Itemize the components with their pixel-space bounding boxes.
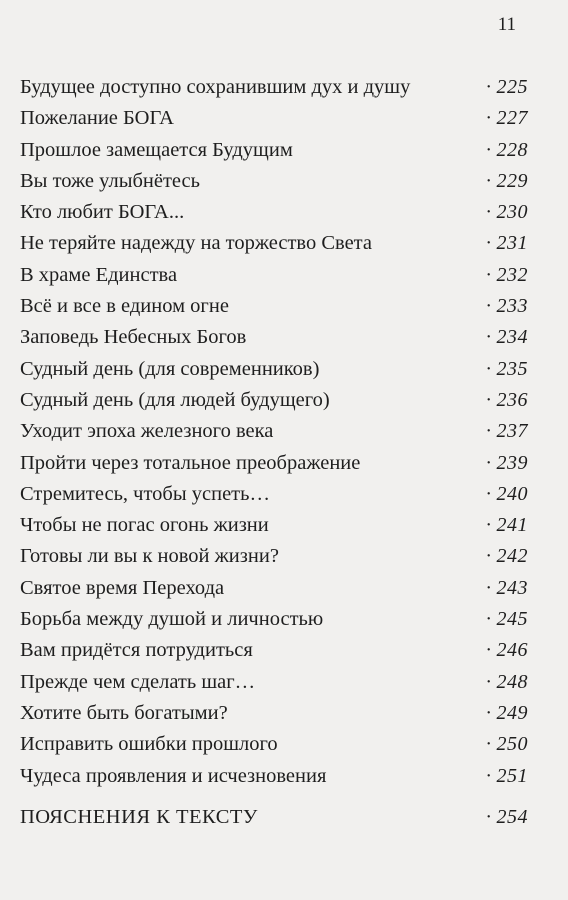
toc-entry [20, 667, 528, 698]
toc-entry-title: Вам придётся потрудиться [20, 639, 253, 662]
leader-dot: · [485, 138, 493, 161]
toc-entry-title: Не теряйте надежду на торжество Света [20, 232, 372, 255]
toc-entry [20, 416, 528, 447]
toc-entry [20, 228, 528, 259]
leader-dot: · [485, 357, 493, 380]
toc-entry-title: Чтобы не погас огонь жизни [20, 514, 269, 537]
toc-entry-page-number: 235 [496, 357, 528, 380]
toc-entry-page [485, 729, 528, 760]
toc-entry-page-number: 248 [496, 670, 528, 693]
toc-entry-page-number: 250 [496, 733, 528, 756]
leader-dot: · [485, 388, 493, 411]
toc-entry-page [485, 103, 528, 134]
toc-entry [20, 635, 528, 666]
leader-dot: · [485, 169, 493, 192]
toc-entry-title: Прошлое замещается Будущим [20, 138, 293, 161]
toc-entry-title: Будущее доступно сохранившим дух и душу [20, 76, 411, 98]
toc-entry-title: Кто любит БОГА... [20, 201, 185, 224]
table-of-contents [20, 72, 528, 833]
toc-entry-title: В храме Единства [20, 263, 178, 286]
toc-entry-page [485, 385, 528, 416]
toc-entry-page [485, 667, 528, 698]
toc-entry [20, 322, 528, 353]
toc-entry [20, 103, 528, 134]
leader-dot: · [485, 482, 493, 505]
toc-entry [20, 573, 528, 604]
leader-dot: · [485, 608, 493, 631]
toc-entry-page [485, 479, 528, 510]
toc-entry-page-number: 249 [496, 701, 528, 724]
toc-entry [20, 197, 528, 228]
toc-entry-page-number: 231 [496, 232, 528, 255]
toc-entry-page-number: 234 [496, 326, 528, 349]
toc-entry-page-number: 225 [496, 76, 528, 98]
toc-entry-page [485, 541, 528, 572]
toc-entry-page [485, 260, 528, 291]
leader-dot: · [485, 451, 493, 474]
toc-entry [20, 291, 528, 322]
toc-entry-title: Пройти через тотальное преображение [20, 451, 361, 474]
leader-dot: · [485, 232, 493, 255]
leader-dot: · [485, 670, 493, 693]
page-number: 11 [497, 14, 516, 35]
leader-dot: · [485, 326, 493, 349]
toc-entry-page [485, 197, 528, 228]
toc-entry [20, 385, 528, 416]
toc-entry-page-number: 236 [496, 388, 528, 411]
toc-entry-title: Святое время Перехода [20, 576, 225, 599]
toc-entry-page [485, 802, 528, 833]
toc-entry-page-number: 233 [496, 295, 528, 318]
toc-entry-page-number: 227 [496, 107, 528, 130]
toc-entry-page-number: 232 [496, 263, 528, 286]
toc-entry [20, 761, 528, 792]
toc-entry [20, 72, 528, 103]
toc-entry-page-number: 237 [496, 420, 528, 443]
toc-entry [20, 698, 528, 729]
toc-entry-page [485, 573, 528, 604]
leader-dot: · [485, 639, 493, 662]
leader-dot: · [485, 805, 493, 828]
toc-entry-title: Готовы ли вы к новой жизни? [20, 545, 279, 568]
leader-dot: · [485, 545, 493, 568]
toc-entry-page-number: 245 [496, 608, 528, 631]
leader-dot: · [485, 701, 493, 724]
leader-dot: · [485, 764, 493, 787]
toc-entry-title: Заповедь Небесных Богов [20, 326, 247, 349]
toc-entry-page [485, 761, 528, 792]
toc-entry-page [485, 698, 528, 729]
leader-dot: · [485, 76, 493, 98]
toc-entry-page [485, 354, 528, 385]
toc-entry-page-number: 251 [496, 764, 528, 787]
toc-entry-title: Хотите быть богатыми? [20, 701, 228, 724]
leader-dot: · [485, 263, 493, 286]
toc-entry-page [485, 510, 528, 541]
toc-entry-page-number: 242 [496, 545, 528, 568]
toc-entry-title: Вы тоже улыбнётесь [20, 169, 200, 192]
toc-entry-title: Прежде чем сделать шаг… [20, 670, 256, 693]
toc-entry [20, 479, 528, 510]
toc-entry-title: Всё и все в едином огне [20, 295, 229, 318]
toc-entry-page [485, 135, 528, 166]
toc-entry-page [485, 635, 528, 666]
toc-entry-page-number: 243 [496, 576, 528, 599]
toc-entry [20, 510, 528, 541]
toc-entry-page [485, 291, 528, 322]
toc-entry-page-number: 246 [496, 639, 528, 662]
leader-dot: · [485, 107, 493, 130]
toc-entry-page-number: 254 [496, 805, 528, 828]
toc-entry-title: Уходит эпоха железного века [20, 420, 274, 443]
toc-entry [20, 604, 528, 635]
toc-entry-page [485, 448, 528, 479]
toc-entry [20, 448, 528, 479]
toc-entry [20, 729, 528, 760]
toc-entry-title: Стремитесь, чтобы успеть… [20, 482, 270, 505]
toc-entry-title: Чудеса проявления и исчезновения [20, 764, 327, 787]
toc-entry-page [485, 604, 528, 635]
toc-entry-page-number: 241 [496, 514, 528, 537]
leader-dot: · [485, 576, 493, 599]
leader-dot: · [485, 201, 493, 224]
toc-entry-title: Судный день (для современников) [20, 357, 320, 380]
toc-entry [20, 354, 528, 385]
toc-entry-page-number: 228 [496, 138, 528, 161]
toc-entry-title: Пожелание БОГА [20, 107, 174, 130]
toc-section-entry [20, 802, 528, 833]
leader-dot: · [485, 733, 493, 756]
toc-entry-page [485, 72, 528, 103]
toc-entry-title: ПОЯСНЕНИЯ К ТЕКСТУ [20, 805, 258, 828]
toc-entry [20, 166, 528, 197]
toc-entry-page [485, 228, 528, 259]
toc-entry [20, 135, 528, 166]
toc-entry [20, 260, 528, 291]
toc-entry-page-number: 230 [496, 201, 528, 224]
toc-entry-page-number: 229 [496, 169, 528, 192]
leader-dot: · [485, 420, 493, 443]
toc-entry-title: Борьба между душой и личностью [20, 608, 324, 631]
toc-entry-title: Судный день (для людей будущего) [20, 388, 330, 411]
toc-entry-page [485, 166, 528, 197]
leader-dot: · [485, 295, 493, 318]
toc-entry-page-number: 240 [496, 482, 528, 505]
toc-entry-page-number: 239 [496, 451, 528, 474]
toc-entry-page [485, 416, 528, 447]
toc-entry-page [485, 322, 528, 353]
leader-dot: · [485, 514, 493, 537]
toc-entry [20, 541, 528, 572]
toc-entry-title: Исправить ошибки прошлого [20, 733, 278, 756]
